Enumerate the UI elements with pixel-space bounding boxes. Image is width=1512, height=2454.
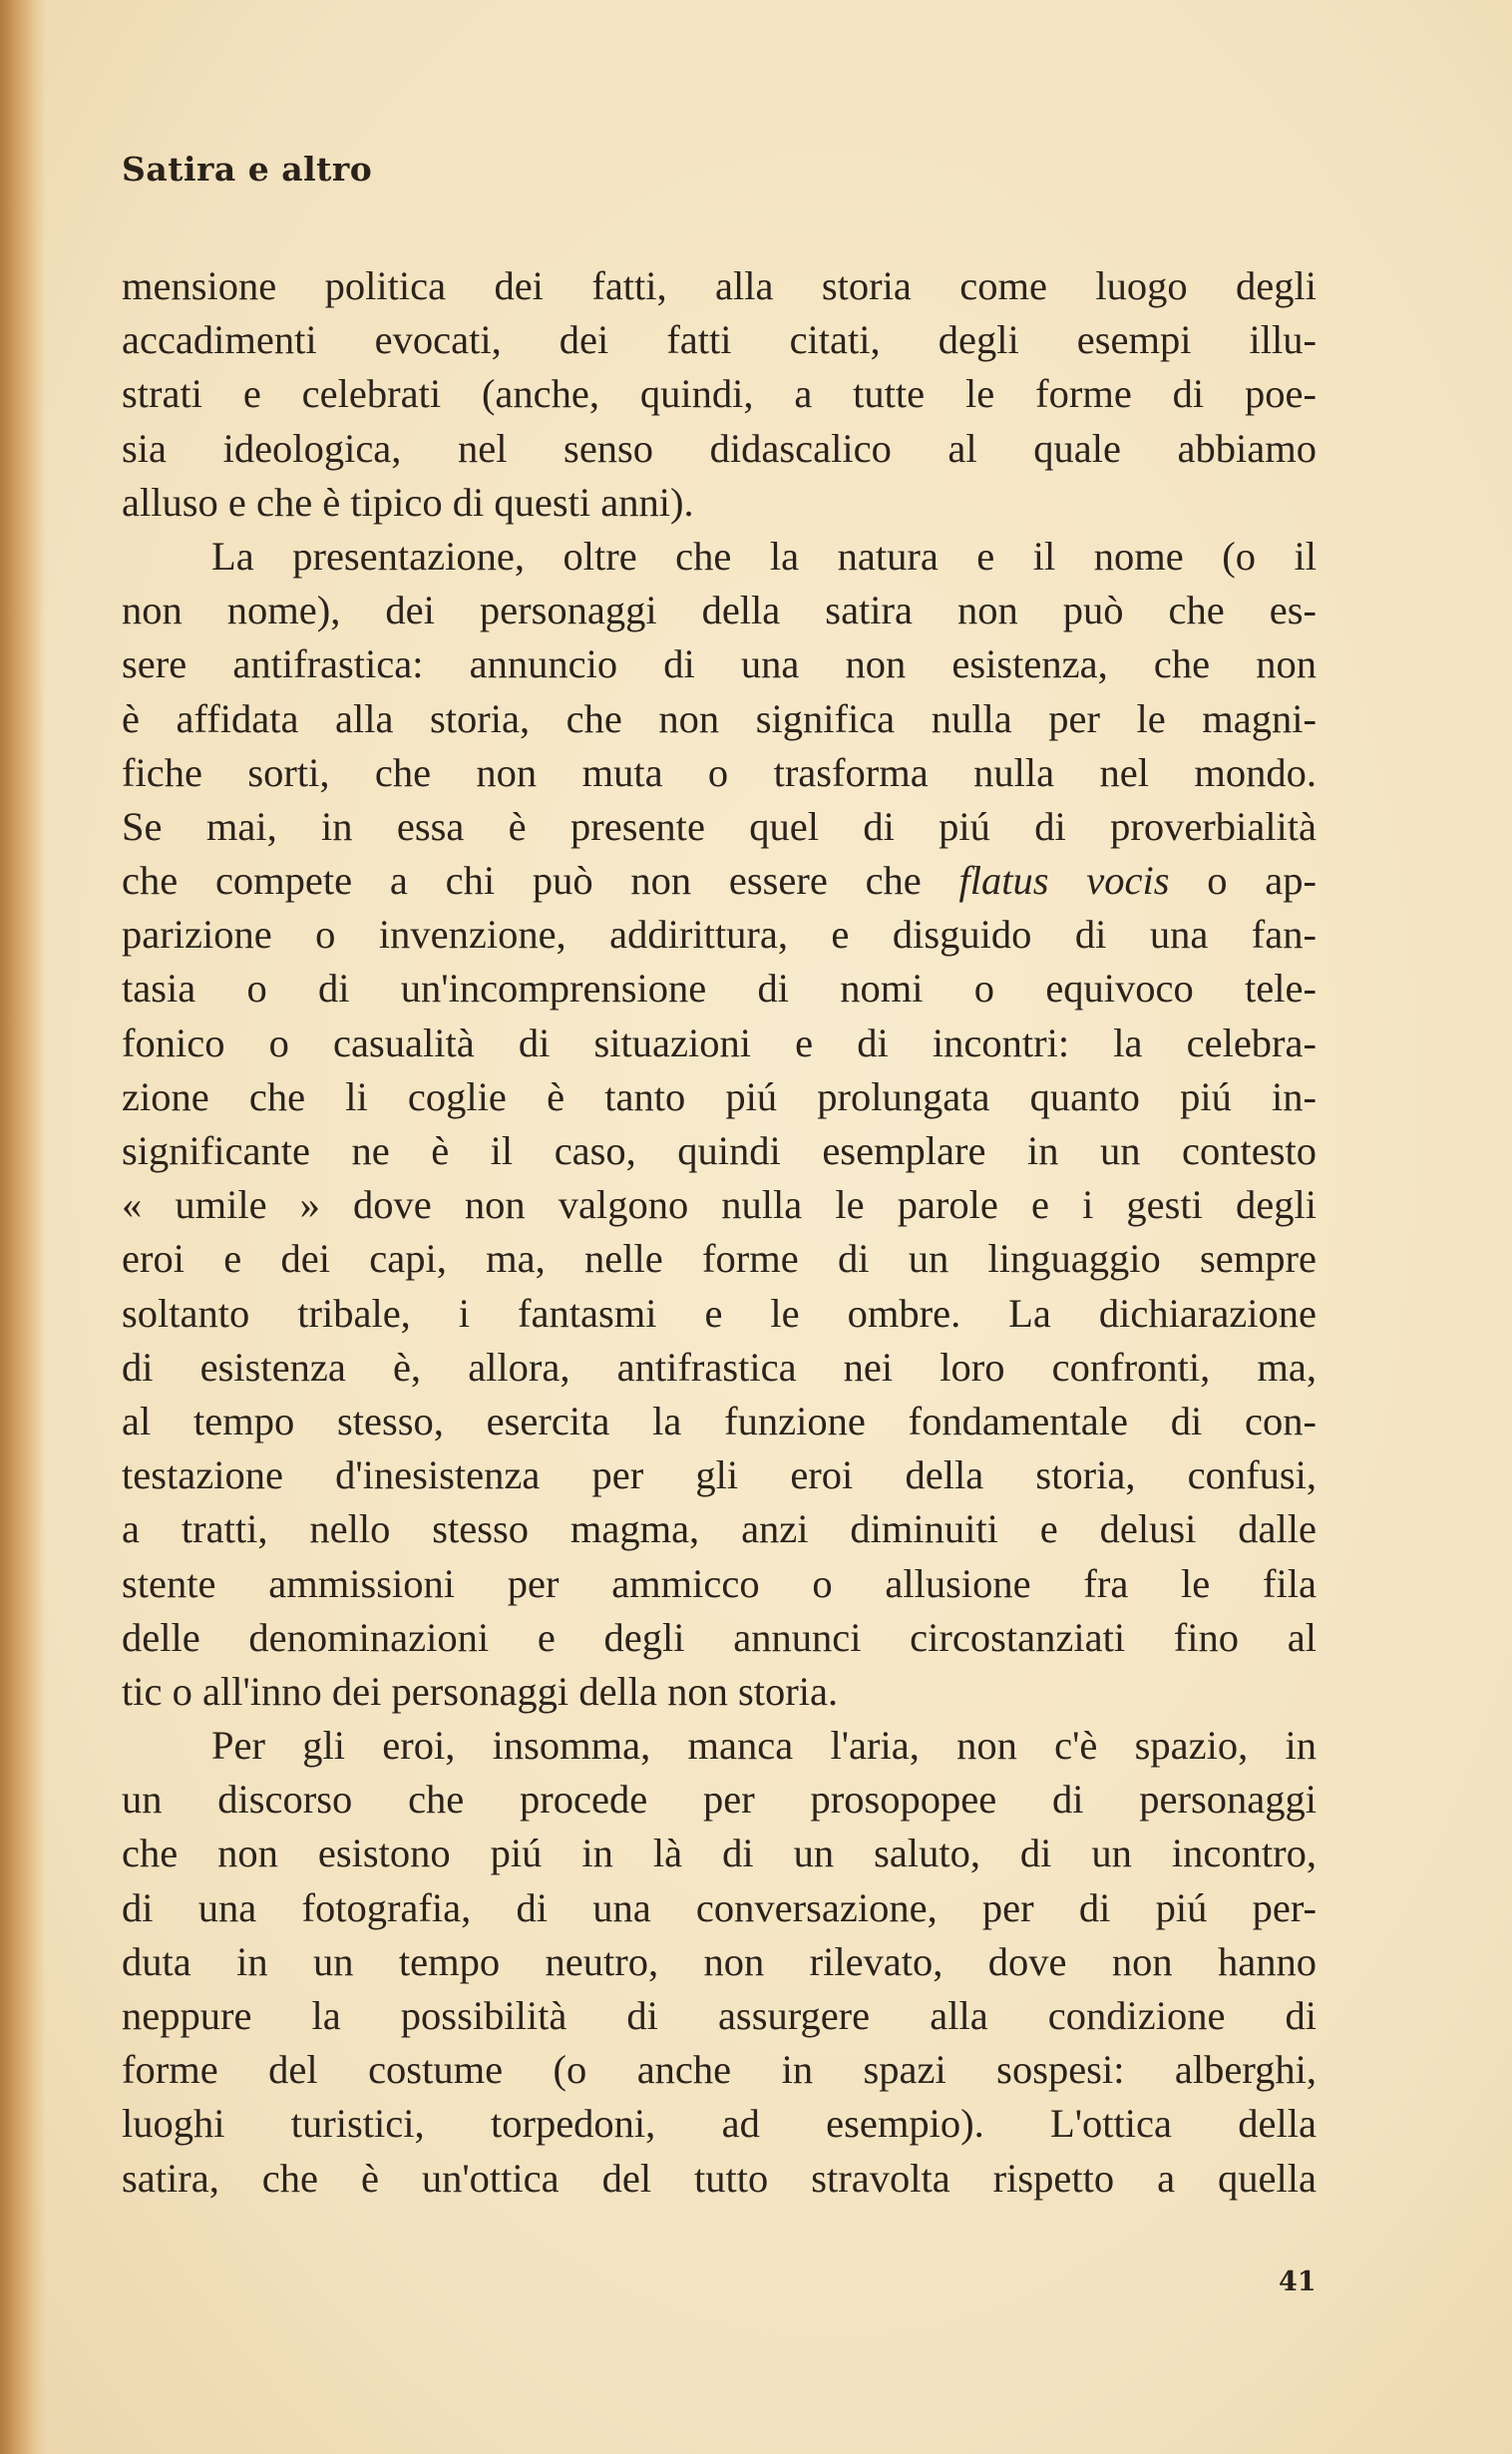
text-line: significante ne è il caso, quindi esemplare in un contesto — [122, 1128, 1317, 1173]
text-line: alluso e che è tipico di questi anni). — [122, 479, 694, 525]
text-line: a tratti, nello stesso magma, anzi diminuiti e delusi dalle — [122, 1506, 1317, 1552]
text-line: testazione d'inesistenza per gli eroi della storia, confusi, — [122, 1452, 1317, 1498]
text-line: soltanto tribale, i fantasmi e le ombre. La dichiarazione — [122, 1290, 1317, 1336]
text-line: La presentazione, oltre che la natura e il nome (o il — [211, 533, 1317, 579]
text-line: strati e celebrati (anche, quindi, a tutte le forme di poe- — [122, 371, 1317, 417]
text-line: non nome), dei personaggi della satira non può che es- — [122, 588, 1317, 633]
text-line: forme del costume (o anche in spazi sospesi: alberghi, — [122, 2047, 1317, 2093]
text-line: è affidata alla storia, che non significa nulla per le magni- — [122, 695, 1317, 741]
text-line: di esistenza è, allora, antifrastica nei loro confronti, ma, — [122, 1344, 1317, 1390]
text-line: che non esistono piú in là di un saluto, di un incontro, — [122, 1831, 1317, 1876]
text-line: fonico o casualità di situazioni e di incontri: la celebra- — [122, 1020, 1317, 1065]
text-line: zione che li coglie è tanto piú prolungata quanto piú in- — [122, 1073, 1317, 1119]
text-line: delle denominazioni e degli annunci circostanziati fino al — [122, 1614, 1317, 1660]
running-header: Satira e altro — [122, 150, 373, 189]
text-line: un discorso che procede per prosopopee di personaggi — [122, 1777, 1317, 1823]
text-line: satira, che è un'ottica del tutto stravolta rispetto a quella — [122, 2155, 1317, 2201]
text-line: stente ammissioni per ammicco o allusione fra le fila — [122, 1560, 1317, 1606]
text-line: tasia o di un'incomprensione di nomi o equivoco tele- — [122, 966, 1317, 1012]
text-line: Se mai, in essa è presente quel di piú di proverbialità — [122, 803, 1317, 849]
text-line: fiche sorti, che non muta o trasforma nulla nel mondo. — [122, 749, 1317, 795]
text-line: sia ideologica, nel senso didascalico al quale abbiamo — [122, 425, 1317, 471]
text-line: di una fotografia, di una conversazione, per di piú per- — [122, 1884, 1317, 1930]
text-line: accadimenti evocati, dei fatti citati, degli esempi illu- — [122, 317, 1317, 363]
text-line: tic o all'inno dei personaggi della non storia. — [122, 1668, 839, 1714]
italic-phrase: flatus vocis — [958, 858, 1170, 904]
text-line: al tempo stesso, esercita la funzione fondamentale di con- — [122, 1398, 1317, 1443]
text-line: Per gli eroi, insomma, manca l'aria, non c'è spazio, in — [211, 1723, 1317, 1769]
text-segment: o ap- — [1169, 858, 1318, 904]
text-line: mensione politica dei fatti, alla storia come luogo degli — [122, 263, 1317, 308]
text-line: eroi e dei capi, ma, nelle forme di un linguaggio sempre — [122, 1236, 1317, 1282]
text-line: sere antifrastica: annuncio di una non esistenza, che non — [122, 641, 1317, 687]
text-line: parizione o invenzione, addirittura, e disguido di una fan- — [122, 912, 1317, 958]
text-line: « umile » dove non valgono nulla le parole e i gesti degli — [122, 1182, 1317, 1228]
text-line: duta in un tempo neutro, non rilevato, dove non hanno — [122, 1938, 1317, 1984]
body-text — [122, 259, 1317, 2206]
text-line-with-italic — [122, 854, 1317, 908]
text-segment: che compete a chi può non essere che — [122, 858, 959, 904]
text-line: neppure la possibilità di assurgere alla condizione di — [122, 1993, 1317, 2038]
page-number: 41 — [1279, 2266, 1317, 2297]
text-line: luoghi turistici, torpedoni, ad esempio). L'ottica della — [122, 2101, 1317, 2147]
page-binding-edge — [0, 0, 46, 2454]
